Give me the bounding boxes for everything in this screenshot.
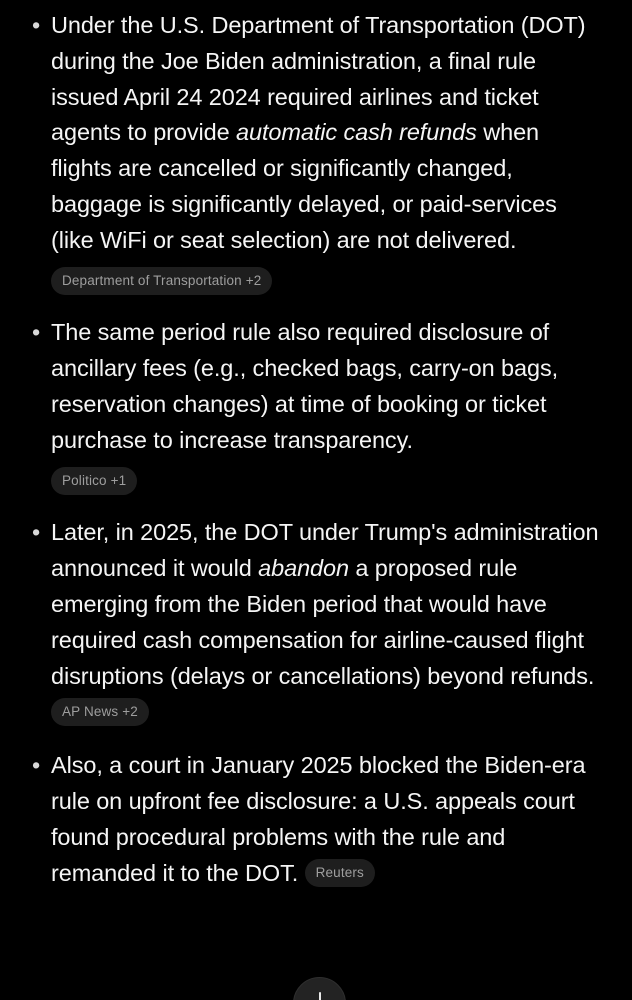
citation-chip[interactable]: Politico +1	[51, 467, 137, 495]
text-run: Under the U.S. Department of Transportation (DOT) during the Joe Biden administration, a final rule issued April 24 2024 required airlines and ticket agents to provide	[51, 12, 586, 146]
bullet-item	[30, 515, 602, 730]
bullet-text	[51, 752, 585, 885]
text-run: Also, a court in January 2025 blocked the Biden-era rule on upfront fee disclosure: a U.S. appeals court found procedural problems with the rule and remanded it to the DOT.	[51, 752, 586, 886]
citation-chip[interactable]: AP News +2	[51, 698, 149, 726]
bullet-item	[30, 748, 602, 891]
bullet-text	[51, 12, 586, 253]
text-run: when flights are cancelled or significantly changed, baggage is significantly delayed, or paid-services (like WiFi or seat selection) are not delivered.	[51, 119, 557, 253]
answer-bullet-list	[30, 8, 602, 891]
text-run: Later, in 2025, the DOT under Trump's administration announced it would	[51, 519, 599, 582]
bullet-item	[30, 8, 602, 297]
arrow-down-icon	[319, 992, 321, 1000]
emphasized-text: automatic cash refunds	[236, 119, 477, 146]
citation-row	[51, 262, 602, 298]
citation-chip[interactable]: Reuters	[305, 859, 375, 887]
bullet-marker-icon: •	[32, 12, 41, 38]
bullet-marker-icon: •	[32, 319, 41, 346]
text-run: a proposed rule emerging from the Biden period that would have required cash compensation for airline-caused flight disruptions (delays or cancellations) beyond refunds.	[51, 555, 595, 689]
bullet-text	[51, 319, 558, 452]
bullet-marker-icon: •	[32, 519, 41, 546]
bullet-marker-icon: •	[32, 752, 41, 779]
scroll-to-bottom-button[interactable]	[293, 977, 346, 1000]
citation-row	[51, 462, 602, 498]
citation-chip[interactable]: Department of Transportation +2	[51, 267, 272, 295]
bullet-text	[51, 519, 598, 724]
emphasized-text: abandon	[258, 555, 349, 582]
text-run: The same period rule also required disclosure of ancillary fees (e.g., checked bags, carry-on bags, reservation changes) at time of booking or ticket purchase to increase transparency.	[51, 319, 559, 453]
bullet-item	[30, 315, 602, 497]
